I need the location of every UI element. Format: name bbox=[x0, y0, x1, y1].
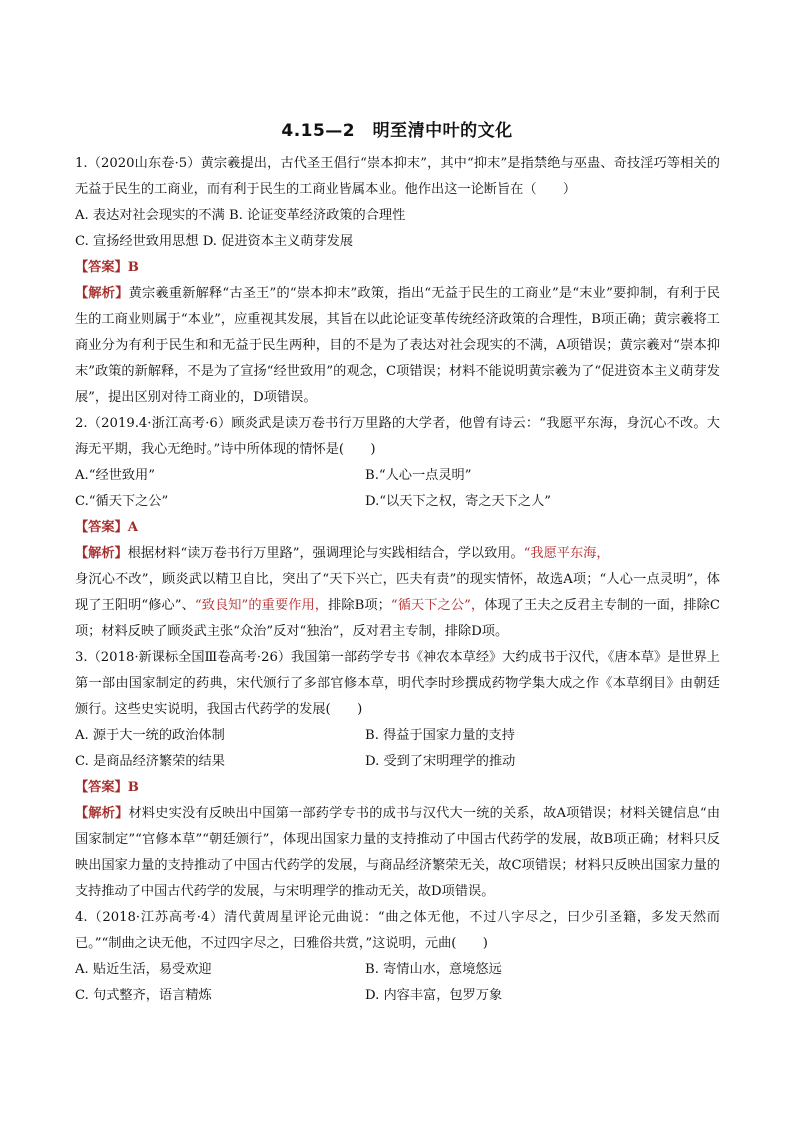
analysis-text: 身沉心不改”，顾炎武以精卫自比，突出了“天下兴亡，匹夫有责”的现实情怀，故选A项；“人心一点灵明”，体现了王阳明“修心”、 bbox=[75, 572, 720, 613]
answer-label: 【答案】 bbox=[75, 520, 128, 535]
option-row bbox=[75, 957, 720, 983]
analysis-text: 黄宗羲重新解释“古圣王”的“崇本抑末”政策，指出“无益于民生的工商业”是“末业”要抑制，有利于民生的工商业则属于“本业”，应重视其发展，其旨在以此论证变革传统经济政策的合理性，B项正确；黄宗羲将工商业分为有利于民生和和无益于民生两种，目的不是为了表达对社会现实的不满， bbox=[75, 286, 721, 353]
question-1 bbox=[75, 151, 720, 411]
analysis-label: 【解析】 bbox=[75, 546, 128, 561]
question-stem: 4.（2018·江苏高考·4）清代黄周星评论元曲说：“曲之体无他，不过八字尽之，曰少引圣籍，多发天然而已。”“制曲之诀无他，不过四字尽之，曰雅俗共赏，”这说明，元曲( ) bbox=[75, 910, 720, 951]
question-stem: 3.（2018·新课标全国Ⅲ卷高考·26）我国第一部药学专书《神农本草经》大约成书于汉代，《唐本草》是世界上第一部由国家制定的药典，宋代颁行了多部官修本草，明代李时珍撰成药物学集大成之作《本草纲目》由朝廷颁行。这些史实说明，我国古代药学的发展( ) bbox=[75, 650, 720, 717]
page-title: 4.15—2 明至清中叶的文化 bbox=[281, 121, 513, 141]
analysis-highlight: “循天下之公”， bbox=[390, 598, 485, 613]
option-line: A. 表达对社会现实的不满 B. 论证变革经济政策的合理性 bbox=[75, 208, 406, 223]
option-c: C. 句式整齐，语言精炼 bbox=[75, 988, 212, 1003]
answer-value: B bbox=[127, 260, 139, 275]
analysis-paragraph bbox=[75, 801, 720, 905]
question-stem: 2.（2019.4·浙江高考·6）顾炎武是读万卷书行万里路的大学者，他曾有诗云：“我愿平东海，身沉心不改。大海无平期，我心无绝时。”诗中所体现的情怀是( ) bbox=[75, 416, 720, 457]
option-row bbox=[75, 749, 720, 775]
option-d: D.“以天下之权，寄之天下之人” bbox=[365, 494, 552, 509]
answer-line bbox=[75, 515, 720, 541]
option-row bbox=[75, 983, 720, 1009]
analysis-label: 【解析】 bbox=[75, 286, 129, 301]
analysis-text: 根据材料“读万卷书行万里路”，强调理论与实践相结合，学以致用。 bbox=[127, 546, 524, 561]
answer-value: A bbox=[127, 520, 138, 535]
option-c: C.“循天下之公” bbox=[75, 494, 169, 509]
option-b: B. 寄情山水，意境悠远 bbox=[365, 962, 502, 977]
option-row bbox=[75, 489, 720, 515]
analysis-paragraph bbox=[75, 541, 720, 645]
option-a: A. 源于大一统的政治体制 bbox=[75, 728, 225, 743]
question-stem: 1.（2020山东卷·5）黄宗羲提出，古代圣王倡行“崇本抑末”，其中“抑末”是指禁绝与巫蛊、奇技淫巧等相关的无益于民生的工商业，而有利于民生的工商业皆属本业。他作出这一论断旨在（ ） bbox=[75, 156, 720, 197]
analysis-highlight: “致良知”的重要作用， bbox=[194, 598, 329, 613]
answer-label: 【答案】 bbox=[75, 780, 128, 795]
analysis-label: 【解析】 bbox=[75, 806, 129, 821]
answer-line bbox=[75, 775, 720, 801]
option-line: C. 宣扬经世致用思想 D. 促进资本主义萌芽发展 bbox=[75, 234, 354, 249]
answer-label: 【答案】 bbox=[75, 260, 128, 275]
question-2 bbox=[75, 411, 720, 645]
option-row bbox=[75, 723, 720, 749]
option-b: B. 得益于国家力量的支持 bbox=[365, 728, 515, 743]
question-4 bbox=[75, 905, 720, 1009]
analysis-highlight: “我愿平东海， bbox=[523, 546, 610, 561]
option-b: B.“人心一点灵明” bbox=[365, 468, 472, 483]
option-c: C. 是商品经济繁荣的结果 bbox=[75, 754, 225, 769]
analysis-paragraph bbox=[75, 281, 720, 411]
document-body bbox=[75, 151, 720, 1009]
analysis-text: 体现了王夫之反君主专制的一面，排除C项；材料反映了顾炎武主张“众治”反对“独治”，反对君主专制，排除D项。 bbox=[75, 598, 721, 639]
analysis-text: 排除B项； bbox=[328, 598, 391, 613]
answer-value: B bbox=[127, 780, 139, 795]
option-d: D. 受到了宋明理学的推动 bbox=[365, 754, 516, 769]
answer-line bbox=[75, 255, 720, 281]
option-a: A.“经世致用” bbox=[75, 468, 155, 483]
analysis-text: 材料史实没有反映出中国第一部药学专书的成书与汉代大一统的关系，故A项错误；材料关键信息“由国家制定”“官修本草”“朝廷颁行”，体现出国家力量的支持推动了中国古代药学的发展，故B项正确；材料只反映出国家力量的支持推动了中国古代药学的发展，与商品经济繁荣无关，故C项错误；材料只反映出国家力量的支持推动了中国古代药学的发展，与宋明理学的推动无关，故D项错误。 bbox=[75, 806, 721, 899]
option-a: A. 贴近生活，易受欢迎 bbox=[75, 962, 212, 977]
analysis-text: A项错误；黄宗羲对“崇本抑末”政策的新解释，不是为了宣扬“经世致用”的观念，C项错误；材料不能说明黄宗羲为了“促进资本主义萌芽发展”，提出区别对待工商业的，D项错误。 bbox=[75, 338, 721, 405]
question-3 bbox=[75, 645, 720, 905]
option-d: D. 内容丰富，包罗万象 bbox=[365, 988, 503, 1003]
option-row bbox=[75, 463, 720, 489]
